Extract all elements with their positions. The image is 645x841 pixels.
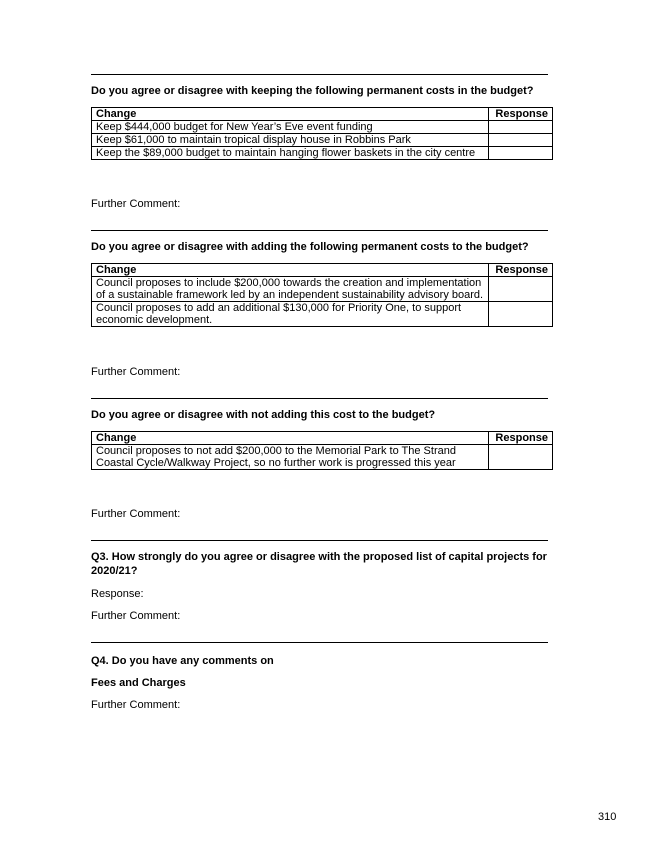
change-cell: Keep $444,000 budget for New Year’s Eve event funding <box>92 121 489 134</box>
section3-table <box>91 431 553 470</box>
column-header-response: Response <box>489 264 553 277</box>
section2-table <box>91 263 553 327</box>
q3-heading: Q3. How strongly do you agree or disagree with the proposed list of capital projects for 2020/21? <box>91 551 547 577</box>
column-header-response: Response <box>489 108 553 121</box>
response-cell[interactable] <box>489 121 553 134</box>
column-header-change: Change <box>92 108 489 121</box>
divider-1 <box>91 74 548 75</box>
further-comment-label: Further Comment: <box>91 699 181 711</box>
change-cell: Keep $61,000 to maintain tropical display house in Robbins Park <box>92 134 489 147</box>
divider-3 <box>91 398 548 399</box>
divider-5 <box>91 642 548 643</box>
divider-2 <box>91 230 548 231</box>
response-cell[interactable] <box>489 277 553 302</box>
table-row <box>92 121 553 134</box>
q4-subheading: Fees and Charges <box>91 677 186 689</box>
table-row <box>92 134 553 147</box>
table-row <box>92 147 553 160</box>
response-cell[interactable] <box>489 445 553 470</box>
change-cell: Council proposes to include $200,000 towards the creation and implementation of a sustainable framework led by an independent sustainability advisory board. <box>92 277 489 302</box>
column-header-change: Change <box>92 264 489 277</box>
further-comment-label: Further Comment: <box>91 198 181 210</box>
section3-heading: Do you agree or disagree with not adding this cost to the budget? <box>91 409 436 421</box>
table-header-row <box>92 108 553 121</box>
change-cell: Council proposes to not add $200,000 to the Memorial Park to The Strand Coastal Cycle/Walkway Project, so no further work is progressed this year <box>92 445 489 470</box>
table-row <box>92 302 553 327</box>
section1-heading: Do you agree or disagree with keeping the following permanent costs in the budget? <box>91 85 534 97</box>
change-cell: Council proposes to add an additional $130,000 for Priority One, to support economic development. <box>92 302 489 327</box>
table-header-row <box>92 264 553 277</box>
section1-table <box>91 107 553 160</box>
further-comment-label: Further Comment: <box>91 366 181 378</box>
table-row <box>92 277 553 302</box>
further-comment-label: Further Comment: <box>91 508 181 520</box>
page-number: 310 <box>598 811 617 823</box>
table-row <box>92 445 553 470</box>
q4-heading: Q4. Do you have any comments on <box>91 655 274 667</box>
section2-heading: Do you agree or disagree with adding the following permanent costs to the budget? <box>91 241 529 253</box>
response-cell[interactable] <box>489 134 553 147</box>
response-label: Response: <box>91 588 144 600</box>
change-cell: Keep the $89,000 budget to maintain hanging flower baskets in the city centre <box>92 147 489 160</box>
divider-4 <box>91 540 548 541</box>
column-header-response: Response <box>489 432 553 445</box>
column-header-change: Change <box>92 432 489 445</box>
response-cell[interactable] <box>489 147 553 160</box>
further-comment-label: Further Comment: <box>91 610 181 622</box>
response-cell[interactable] <box>489 302 553 327</box>
table-header-row <box>92 432 553 445</box>
